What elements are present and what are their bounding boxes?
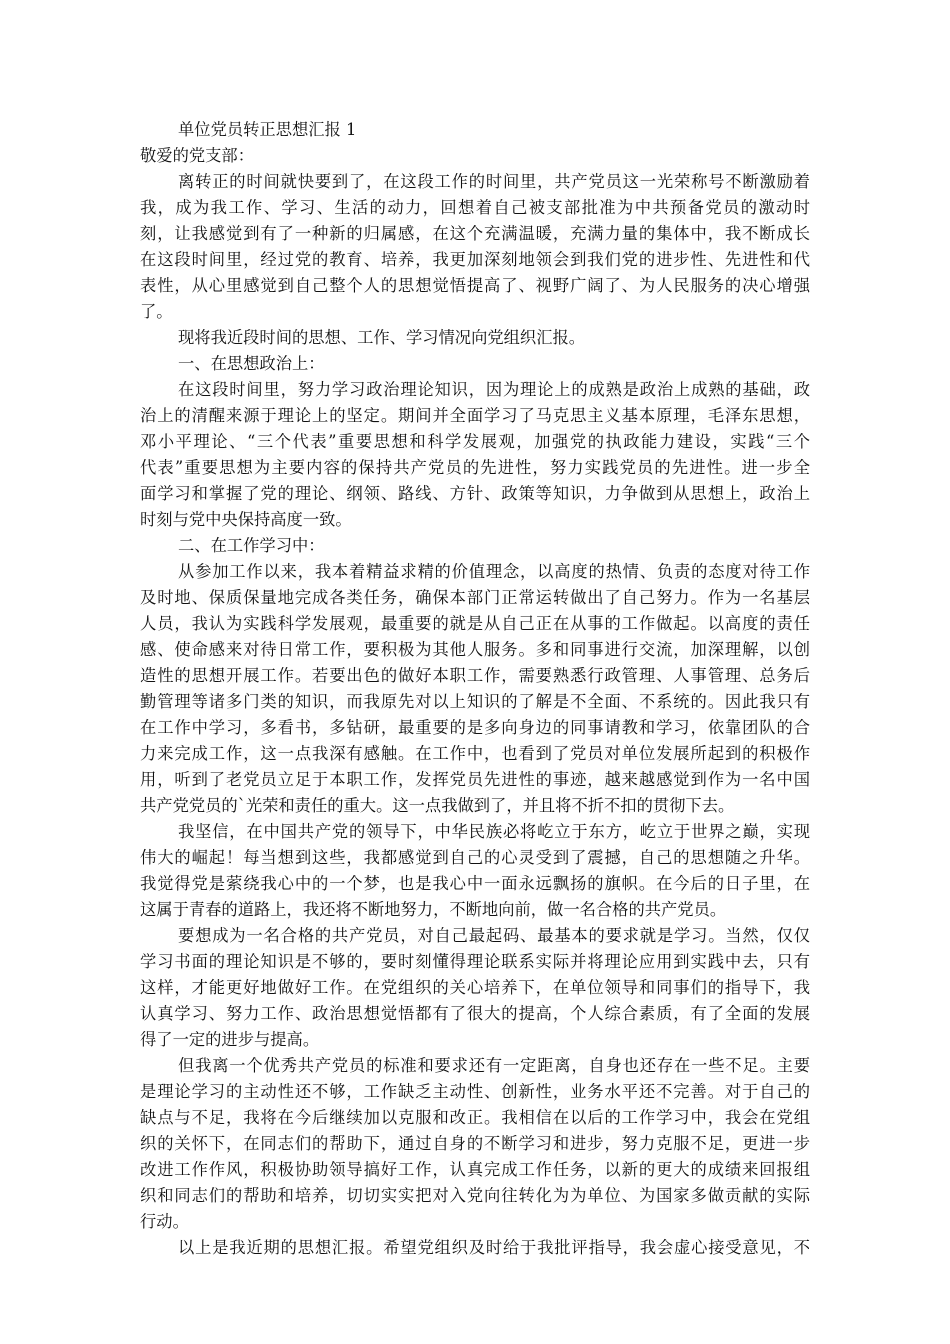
body-line: 我坚信，在中国共产党的领导下，中华民族必将屹立于东方，屹立于世界之巅，实现 xyxy=(178,822,810,841)
body-line: 行动。 xyxy=(140,1212,189,1231)
body-line: 要想成为一名合格的共产党员，对自己最起码、最基本的要求就是学习。当然，仅仅 xyxy=(178,926,810,945)
body-line: 一、在思想政治上： xyxy=(178,354,325,373)
body-line: 认真学习、努力工作、政治思想觉悟都有了很大的提高，个人综合素质，有了全面的发展 xyxy=(140,1004,810,1023)
body-line: 表性，从心里感觉到自己整个人的思想觉悟提高了、视野广阔了、为人民服务的决心增强 xyxy=(140,276,810,295)
body-line: 力来完成工作，这一点我深有感触。在工作中，也看到了党员对单位发展所起到的积极作 xyxy=(140,744,810,763)
body-line: 缺点与不足，我将在今后继续加以克服和改正。我相信在以后的工作学习中，我会在党组 xyxy=(140,1108,810,1127)
body-line: 了。 xyxy=(140,302,173,321)
body-line: 时刻与党中央保持高度一致。 xyxy=(140,510,352,529)
body-line: 面学习和掌握了党的理论、纲领、路线、方针、政策等知识，力争做到从思想上，政治上 xyxy=(140,484,810,503)
body-line: 代表”重要思想为主要内容的保持共产党员的先进性，努力实践党员的先进性。进一步全 xyxy=(140,458,810,477)
body-line: 我觉得党是萦绕我心中的一个梦，也是我心中一面永远飘扬的旗帜。在今后的日子里，在 xyxy=(140,874,810,893)
body-line: 勤管理等诸多门类的知识，而我原先对以上知识的了解是不全面、不系统的。因此我只有 xyxy=(140,692,810,711)
document-title: 单位党员转正思想汇报 1 xyxy=(178,120,357,139)
body-line: 感、使命感来对待日常工作，要积极为其他人服务。多和同事进行交流，加深理解，以创 xyxy=(140,640,810,659)
body-line: 在这段时间里，经过党的教育、培养，我更加深刻地领会到我们党的进步性、先进性和代 xyxy=(140,250,810,269)
body-line: 造性的思想开展工作。若要出色的做好本职工作，需要熟悉行政管理、人事管理、总务后 xyxy=(140,666,810,685)
body-line: 刻，让我感觉到有了一种新的归属感，在这个充满温暖，充满力量的集体中，我不断成长 xyxy=(140,224,810,243)
body-line: 二、在工作学习中： xyxy=(178,536,325,555)
body-line: 在这段时间里，努力学习政治理论知识，因为理论上的成熟是政治上成熟的基础，政 xyxy=(178,380,810,399)
body-line: 学习书面的理论知识是不够的，要时刻懂得理论联系实际并将理论应用到实践中去，只有 xyxy=(140,952,810,971)
body-line: 伟大的崛起！每当想到这些，我都感觉到自己的心灵受到了震撼，自己的思想随之升华。 xyxy=(140,848,810,867)
body-line: 在工作中学习，多看书，多钻研，最重要的是多向身边的同事请教和学习，依靠团队的合 xyxy=(140,718,810,737)
body-line: 用，听到了老党员立足于本职工作，发挥党员先进性的事迹，越来越感觉到作为一名中国 xyxy=(140,770,810,789)
body-line: 离转正的时间就快要到了，在这段工作的时间里，共产党员这一光荣称号不断激励着 xyxy=(178,172,810,191)
body-line: 人员，我认为实践科学发展观，最重要的就是从自己正在从事的工作做起。以高度的责任 xyxy=(140,614,810,633)
body-line: 织的关怀下，在同志们的帮助下，通过自身的不断学习和进步，努力克服不足，更进一步 xyxy=(140,1134,810,1153)
body-line: 邓小平理论、“三个代表”重要思想和科学发展观，加强党的执政能力建设，实践“三个 xyxy=(140,432,810,451)
body-line: 治上的清醒来源于理论上的坚定。期间并全面学习了马克思主义基本原理，毛泽东思想， xyxy=(140,406,810,425)
body-line: 得了一定的进步与提高。 xyxy=(140,1030,320,1049)
body-line: 但我离一个优秀共产党员的标准和要求还有一定距离，自身也还存在一些不足。主要 xyxy=(178,1056,810,1075)
body-line: 我，成为我工作、学习、生活的动力，回想着自己被支部批准为中共预备党员的激动时 xyxy=(140,198,810,217)
body-line: 改进工作作风，积极协助领导搞好工作，认真完成工作任务，以新的更大的成绩来回报组 xyxy=(140,1160,810,1179)
body-line: 共产党党员的`光荣和责任的重大。这一点我做到了，并且将不折不扣的贯彻下去。 xyxy=(140,796,735,815)
body-line: 这属于青春的道路上，我还将不断地努力，不断地向前，做一名合格的共产党员。 xyxy=(140,900,727,919)
salutation: 敬爱的党支部： xyxy=(140,146,254,165)
body-line: 是理论学习的主动性还不够，工作缺乏主动性、创新性，业务水平还不完善。对于自己的 xyxy=(140,1082,810,1101)
body-line: 现将我近段时间的思想、工作、学习情况向党组织汇报。 xyxy=(178,328,586,347)
body-line: 这样，才能更好地做好工作。在党组织的关心培养下，在单位领导和同事们的指导下，我 xyxy=(140,978,810,997)
body-line: 及时地、保质保量地完成各类任务，确保本部门正常运转做出了自己努力。作为一名基层 xyxy=(140,588,810,607)
body-line: 从参加工作以来，我本着精益求精的价值理念，以高度的热情、负责的态度对待工作 xyxy=(178,562,810,581)
body-line: 以上是我近期的思想汇报。希望党组织及时给于我批评指导，我会虚心接受意见，不 xyxy=(178,1238,810,1257)
body-line: 织和同志们的帮助和培养，切切实实把对入党向往转化为为单位、为国家多做贡献的实际 xyxy=(140,1186,810,1205)
